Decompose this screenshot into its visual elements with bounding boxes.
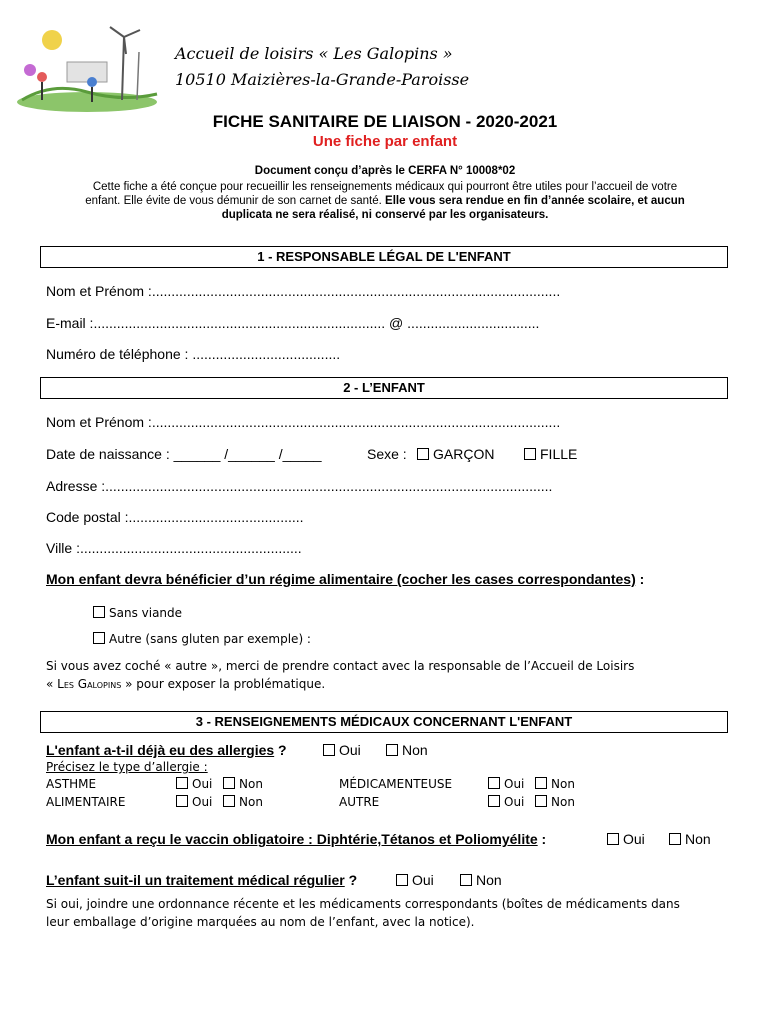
- checkbox-icon[interactable]: [93, 632, 105, 644]
- allergy-asthma-label: ASTHME: [46, 777, 97, 791]
- treatment-yes[interactable]: [396, 872, 434, 888]
- checkbox-icon[interactable]: [535, 777, 547, 789]
- page-subtitle: Une fiche par enfant: [312, 133, 458, 150]
- parent-phone-field[interactable]: Numéro de téléphone : ......................................: [46, 346, 341, 362]
- checkbox-icon[interactable]: [488, 777, 500, 789]
- asthma-no-label: Non: [239, 777, 263, 791]
- vaccine-colon: :: [537, 831, 547, 847]
- checkbox-icon[interactable]: [417, 448, 429, 460]
- sex-boy-label: GARÇON: [433, 446, 495, 462]
- sex-label: Sexe :: [367, 446, 407, 462]
- diet-question-text: Mon enfant devra bénéficier d’un régime alimentaire (cocher les cases correspondantes): [46, 571, 636, 587]
- section-2-header: 2 - L’ENFANT: [40, 377, 728, 399]
- checkbox-icon[interactable]: [535, 795, 547, 807]
- medication-no[interactable]: [535, 777, 575, 791]
- asthma-yes-label: Oui: [192, 777, 213, 791]
- allergy-no-label: Non: [402, 742, 428, 758]
- vaccine-yes-label: Oui: [623, 831, 645, 847]
- intro-line-2: [30, 194, 740, 208]
- medication-no-label: Non: [551, 777, 575, 791]
- food-no-label: Non: [239, 795, 263, 809]
- allergy-question-text: L'enfant a-t-il déjà eu des allergies: [46, 742, 275, 758]
- other-no[interactable]: [535, 795, 575, 809]
- diet-option-other[interactable]: [93, 632, 311, 646]
- note-quote-open: «: [46, 677, 58, 691]
- allergy-other-label: AUTRE: [339, 795, 380, 809]
- food-no[interactable]: [223, 795, 263, 809]
- cerfa-reference: Document conçu d’après le CERFA N° 10008*02: [254, 165, 516, 177]
- treatment-no[interactable]: [460, 872, 502, 888]
- intro-line-3: duplicata ne sera réalisé, ni conservé par les organisateurs.: [221, 209, 549, 221]
- vaccine-question-text: Mon enfant a reçu le vaccin obligatoire : Diphtérie,Tétanos et Poliomyélite: [46, 831, 538, 847]
- checkbox-icon[interactable]: [607, 833, 619, 845]
- checkbox-icon[interactable]: [386, 744, 398, 756]
- checkbox-icon[interactable]: [223, 777, 235, 789]
- page-title: FICHE SANITAIRE DE LIAISON - 2020-2021: [212, 112, 558, 131]
- diet-question-colon: :: [635, 571, 645, 587]
- child-address-field[interactable]: Adresse :...................................................................................................................: [46, 478, 553, 494]
- child-city-field[interactable]: Ville :.........................................................: [46, 540, 302, 556]
- child-birthdate-field[interactable]: Date de naissance : ______ /______ /_____: [46, 446, 322, 462]
- allergy-qmark: ?: [274, 742, 287, 758]
- asthma-no[interactable]: [223, 777, 263, 791]
- checkbox-icon[interactable]: [488, 795, 500, 807]
- vaccine-no-label: Non: [685, 831, 711, 847]
- other-yes[interactable]: [488, 795, 524, 809]
- child-postal-field[interactable]: Code postal :.............................................: [46, 509, 304, 525]
- other-yes-label: Oui: [504, 795, 525, 809]
- checkbox-icon[interactable]: [323, 744, 335, 756]
- vaccine-no[interactable]: [669, 831, 711, 847]
- vaccine-yes[interactable]: [607, 831, 645, 847]
- allergy-question: [46, 742, 287, 758]
- checkbox-icon[interactable]: [396, 874, 408, 886]
- allergy-food-label: ALIMENTAIRE: [46, 795, 126, 809]
- vaccine-question: [46, 831, 546, 847]
- diet-option-other-label: Autre (sans gluten par exemple) :: [109, 632, 311, 646]
- other-no-label: Non: [551, 795, 575, 809]
- checkbox-icon[interactable]: [669, 833, 681, 845]
- note-galopins: Les Galopins: [57, 677, 122, 691]
- checkbox-icon[interactable]: [176, 795, 188, 807]
- treatment-note-line-1: Si oui, joindre une ordonnance récente et les médicaments correspondants (boîtes de médicaments dans: [46, 897, 680, 911]
- food-yes-label: Oui: [192, 795, 213, 809]
- sex-girl-label: FILLE: [540, 446, 578, 462]
- allergy-medication-label: MÉDICAMENTEUSE: [339, 777, 453, 791]
- section-3-header: 3 - RENSEIGNEMENTS MÉDICAUX CONCERNANT L'ENFANT: [40, 711, 728, 733]
- allergy-yes-label: Oui: [339, 742, 361, 758]
- sex-boy-option[interactable]: [417, 446, 494, 462]
- diet-option-no-meat[interactable]: [93, 606, 182, 620]
- medication-yes[interactable]: [488, 777, 524, 791]
- parent-name-field[interactable]: Nom et Prénom :.........................................................................................................: [46, 283, 561, 299]
- note-quote-close: » pour exposer la problématique.: [121, 677, 326, 691]
- medication-yes-label: Oui: [504, 777, 525, 791]
- parent-email-field[interactable]: E-mail :........................................................................... @ ..................................: [46, 315, 540, 331]
- diet-option-no-meat-label: Sans viande: [109, 606, 183, 620]
- diet-note-line-1: Si vous avez coché « autre », merci de prendre contact avec la responsable de l’Accueil de Loisirs: [46, 659, 635, 673]
- treatment-question: [46, 872, 357, 888]
- section-1-header: 1 - RESPONSABLE LÉGAL DE L'ENFANT: [40, 246, 728, 268]
- asthma-yes[interactable]: [176, 777, 212, 791]
- org-name: Accueil de loisirs « Les Galopins »: [175, 44, 453, 63]
- treatment-qmark: ?: [344, 872, 358, 888]
- food-yes[interactable]: [176, 795, 212, 809]
- allergy-yes[interactable]: [323, 742, 361, 758]
- checkbox-icon[interactable]: [460, 874, 472, 886]
- child-name-field[interactable]: Nom et Prénom :.........................................................................................................: [46, 414, 561, 430]
- diet-question: [46, 571, 644, 587]
- galopins-logo: [12, 22, 162, 112]
- treatment-no-label: Non: [476, 872, 502, 888]
- org-address: 10510 Maizières-la-Grande-Paroisse: [175, 70, 470, 89]
- checkbox-icon[interactable]: [223, 795, 235, 807]
- intro-line-2-bold: Elle vous sera rendue en fin d’année scolaire, et aucun: [385, 195, 685, 207]
- checkbox-icon[interactable]: [93, 606, 105, 618]
- allergy-precise: Précisez le type d’allergie :: [46, 760, 208, 774]
- sex-girl-option[interactable]: [524, 446, 577, 462]
- allergy-no[interactable]: [386, 742, 428, 758]
- checkbox-icon[interactable]: [524, 448, 536, 460]
- checkbox-icon[interactable]: [176, 777, 188, 789]
- intro-line-2-normal: enfant. Elle évite de vous démunir de son carnet de santé.: [85, 195, 386, 207]
- treatment-note-line-2: leur emballage d’origine marquées au nom de l’enfant, avec la notice).: [46, 915, 475, 929]
- diet-note-line-2: [46, 677, 325, 691]
- intro-line-1: Cette fiche a été conçue pour recueillir les renseignements médicaux qui pourront être utiles pour l’accueil de votre: [92, 181, 678, 193]
- treatment-yes-label: Oui: [412, 872, 434, 888]
- treatment-question-text: L’enfant suit-il un traitement médical régulier: [46, 872, 345, 888]
